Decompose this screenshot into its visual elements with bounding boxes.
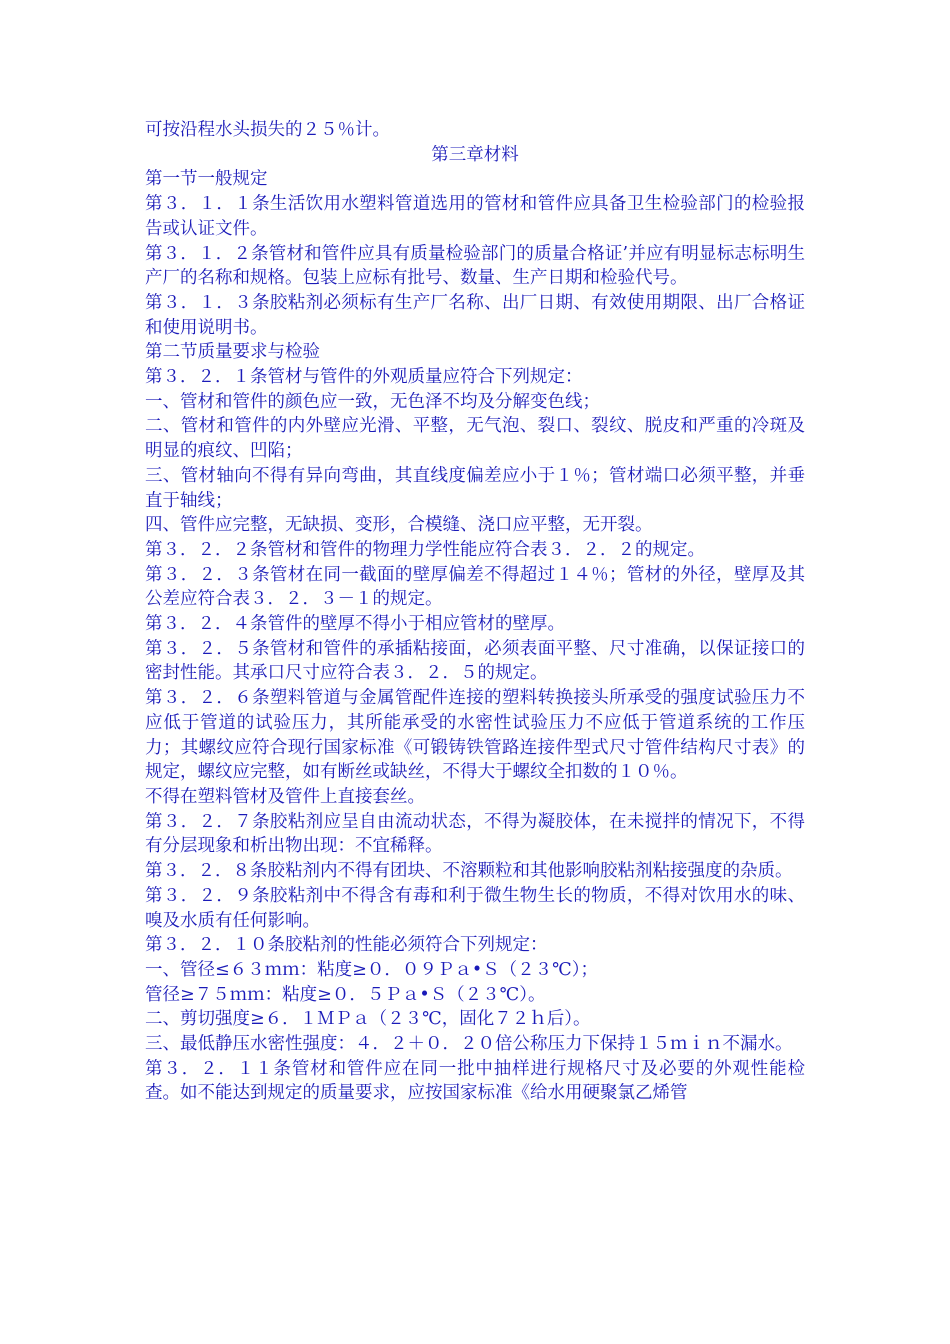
clause-note: 不得在塑料管材及管件上直接套丝。 (145, 786, 425, 807)
clause-item: 二、管材和管件的内外壁应光滑、平整，无气泡、裂口、裂纹、脱皮和严重的冷斑及明显的痕纹、凹陷； (145, 416, 805, 462)
clause-3-2-11: 第３．２．１１条管材和管件应在同一批中抽样进行规格尺寸及必要的外观性能检查。如不能达到规定的质量要求，应按国家标准《给水用硬聚氯乙烯管 (145, 1058, 805, 1104)
clause-item: 一、管径≤６３ｍｍ：粘度≥０．０９Ｐａ•Ｓ（２３℃）； (145, 959, 598, 980)
clause-3-2-4: 第３．２．４条管件的壁厚不得小于相应管材的壁厚。 (145, 614, 565, 635)
clause-3-2-2: 第３．２．２条管材和管件的物理力学性能应符合表３．２．２的规定。 (145, 539, 705, 560)
clause-item: 四、管件应完整，无缺损、变形，合模缝、浇口应平整，无开裂。 (145, 515, 653, 536)
clause-3-1-3: 第３．１．３条胶粘剂必须标有生产厂名称、出厂日期、有效使用期限、出厂合格证和使用说明书。 (145, 292, 805, 338)
document-body (145, 118, 805, 1106)
clause-item: 一、管材和管件的颜色应一致，无色泽不均及分解变色线； (145, 391, 600, 412)
clause-3-1-1: 第３．１．１条生活饮用水塑料管道选用的管材和管件应具备卫生检验部门的检验报告或认证文件。 (145, 194, 805, 239)
clause-3-1-2: 第３．１．２条管材和管件应具有质量检验部门的质量合格证’并应有明显标志标明生产厂的名称和规格。包装上应标有批号、数量、生产日期和检验代号。 (145, 243, 805, 289)
clause-3-2-8: 第３．２．８条胶粘剂内不得有团块、不溶颗粒和其他影响胶粘剂粘接强度的杂质。 (145, 861, 793, 882)
clause-item: 三、管材轴向不得有异向弯曲，其直线度偏差应小于１％；管材端口必须平整，并垂直于轴线； (145, 465, 805, 511)
clause-3-2-9: 第３．２．９条胶粘剂中不得含有毒和利于微生物生长的物质，不得对饮用水的味、嗅及水质有任何影响。 (145, 885, 805, 931)
clause-item: 二、剪切强度≥６．１ＭＰａ（２３℃，固化７２ｈ后）。 (145, 1009, 591, 1030)
clause-item: 三、最低静压水密性强度：４．２＋０．２０倍公称压力下保持１５ｍｉｎ不漏水。 (145, 1034, 793, 1055)
clause-3-2-1: 第３．２．１条管材与管件的外观质量应符合下列规定： (145, 367, 583, 388)
chapter-title: 第三章材料 (431, 144, 519, 165)
clause-3-2-7: 第３．２．７条胶粘剂应呈自由流动状态，不得为凝胶体，在未搅拌的情况下，不得有分层现象和析出物出现：不宜稀释。 (145, 811, 805, 857)
clause-3-2-10: 第３．２．１０条胶粘剂的性能必须符合下列规定： (145, 935, 548, 956)
intro-line: 可按沿程水头损失的２５％计。 (145, 120, 390, 140)
section-title: 第二节质量要求与检验 (145, 342, 320, 363)
clause-3-2-3: 第３．２．３条管材在同一截面的壁厚偏差不得超过１４％；管材的外径，壁厚及其公差应符合表３．２．３－１的规定。 (145, 564, 805, 610)
section-title: 第一节一般规定 (145, 169, 268, 190)
clause-3-2-5: 第３．２．５条管材和管件的承插粘接面，必须表面平整、尺寸准确，以保证接口的密封性能。其承口尺寸应符合表３．２．５的规定。 (145, 638, 805, 684)
clause-3-2-6: 第３．２．６条塑料管道与金属管配件连接的塑料转换接头所承受的强度试验压力不应低于管道的试验压力，其所能承受的水密性试验压力不应低于管道系统的工作压力；其螺纹应符合现行国家标准《可锻铸铁管路连接件型式尺寸管件结构尺寸表》的规定，螺纹应完整，如有断丝或缺丝，不得大于螺纹全扣数的１０％。 (145, 688, 805, 783)
clause-item: 管径≥７５ｍｍ：粘度≥０．５Ｐａ•Ｓ（２３℃）。 (145, 984, 546, 1005)
